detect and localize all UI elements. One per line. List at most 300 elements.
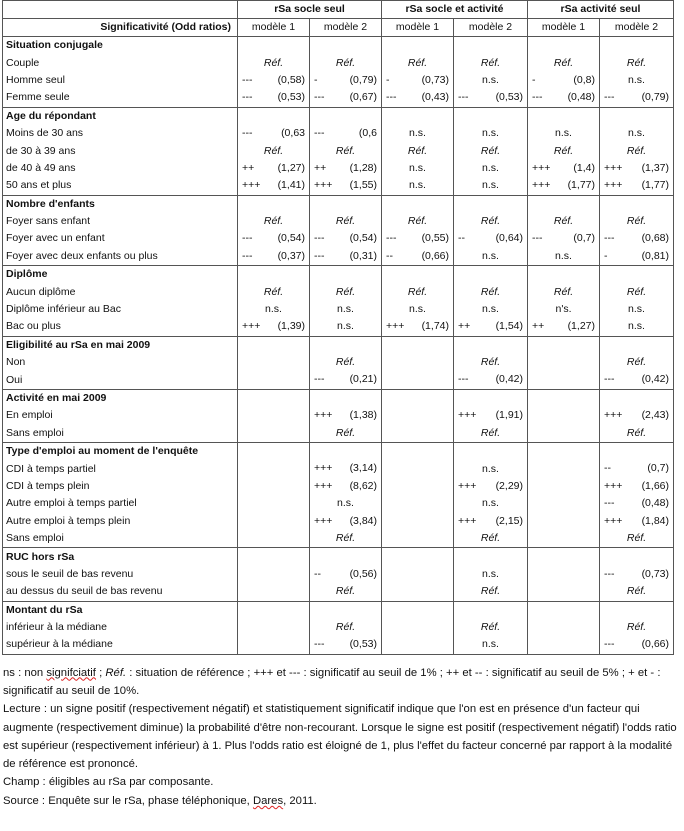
significance-sign: ++ — [314, 161, 327, 174]
row-label: Non — [3, 354, 238, 371]
odds-ratio-value: (0,53) — [495, 91, 523, 104]
value-cell — [454, 460, 528, 477]
odds-ratio-value: (0,48) — [567, 91, 595, 104]
significance-sign: --- — [314, 126, 325, 139]
value-cell — [528, 160, 600, 177]
reference-marker: Réf. — [626, 356, 647, 369]
value-cell — [238, 513, 310, 530]
model-header: modèle 2 — [454, 19, 528, 37]
reference-marker: Réf. — [480, 144, 501, 157]
value-cell — [310, 301, 382, 318]
section-title: Montant du rSa — [3, 601, 238, 619]
value-cell — [454, 566, 528, 583]
reference-marker: Réf. — [626, 144, 647, 157]
reference-marker: Réf. — [335, 285, 356, 298]
significance-sign: --- — [242, 91, 253, 104]
value-cell — [454, 125, 528, 142]
value-cell — [600, 478, 674, 495]
value-cell — [382, 354, 454, 371]
lecture-note: Lecture : un signe positif (respectivement négatif) et statistiquement significatif indique que l'on est en présence d'un facteur qui augmente (respectivement diminue) la probabilité d'être non-recourant. Lorsque le signe est positif (respectivement négatif) l'odds ratio est supérieur (respectivement inférieur) à 1. Plus l'odds ratio est éloigné de 1, plus l'effet du facteur concerné par rapport à la modalité de référence est prononcé. — [3, 703, 677, 771]
significance-sign: --- — [604, 373, 615, 386]
value-cell — [454, 425, 528, 443]
significance-sign: -- — [458, 232, 465, 245]
significance-sign: ++ — [532, 320, 545, 333]
value-cell — [310, 407, 382, 424]
value-cell — [528, 248, 600, 266]
value-cell — [528, 230, 600, 247]
value-cell — [454, 283, 528, 300]
empty-cell — [600, 601, 674, 619]
section-title: Situation conjugale — [3, 37, 238, 55]
odds-ratio-value: (2,43) — [641, 409, 669, 422]
odds-ratio-value: (0,53) — [349, 638, 377, 651]
value-cell — [310, 460, 382, 477]
significance-sign: +++ — [604, 514, 623, 527]
model-header: modèle 1 — [238, 19, 310, 37]
value-cell — [528, 318, 600, 336]
value-cell — [528, 72, 600, 89]
section-title: Age du répondant — [3, 107, 238, 125]
empty-cell — [382, 548, 454, 566]
odds-ratio-value: (1,54) — [495, 320, 523, 333]
value-cell — [238, 230, 310, 247]
legend-ref-word: Réf. — [105, 666, 127, 679]
odds-ratio-value: (0,7) — [647, 462, 669, 475]
significance-sign: - — [314, 73, 318, 86]
ns-marker: n.s. — [482, 462, 499, 475]
value-cell — [310, 230, 382, 247]
source-note — [3, 792, 678, 810]
source-suffix: , 2011. — [283, 794, 317, 807]
significance-sign: -- — [314, 567, 321, 580]
model-header: modèle 1 — [382, 19, 454, 37]
value-cell — [454, 478, 528, 495]
value-cell — [528, 566, 600, 583]
value-cell — [528, 177, 600, 195]
value-cell — [382, 283, 454, 300]
value-cell — [454, 636, 528, 654]
reference-marker: Réf. — [263, 215, 284, 228]
row-label: Sans emploi — [3, 530, 238, 548]
legend-ns-word: signifciatif — [46, 666, 96, 679]
table-row — [3, 160, 674, 177]
odds-ratio-value: (1,77) — [641, 179, 669, 192]
empty-cell — [600, 107, 674, 125]
empty-cell — [238, 389, 310, 407]
value-cell — [454, 407, 528, 424]
value-cell — [454, 213, 528, 230]
ns-marker: n.s. — [337, 320, 354, 333]
ns-marker: n.s. — [409, 179, 426, 192]
reference-marker: Réf. — [626, 215, 647, 228]
value-cell — [382, 142, 454, 159]
row-label: Couple — [3, 54, 238, 71]
value-cell — [528, 530, 600, 548]
value-cell — [528, 407, 600, 424]
value-cell — [528, 619, 600, 636]
value-cell — [600, 177, 674, 195]
reference-marker: Réf. — [480, 56, 501, 69]
empty-cell — [382, 336, 454, 354]
reference-marker: Réf. — [553, 56, 574, 69]
significance-sign: ++ — [458, 320, 471, 333]
value-cell — [382, 425, 454, 443]
ns-marker: n.s. — [265, 303, 282, 316]
value-cell — [382, 72, 454, 89]
odds-ratio-value: (0,6 — [358, 126, 377, 139]
row-label: Foyer sans enfant — [3, 213, 238, 230]
group-header-socle-seul: rSa socle seul — [238, 1, 382, 19]
significance-sign: --- — [314, 91, 325, 104]
significance-sign: --- — [242, 232, 253, 245]
empty-cell — [238, 266, 310, 284]
section-title: RUC hors rSa — [3, 548, 238, 566]
significance-sign: --- — [604, 497, 615, 510]
reference-marker: Réf. — [626, 426, 647, 439]
value-cell — [600, 213, 674, 230]
significance-sign: +++ — [604, 161, 623, 174]
empty-cell — [600, 336, 674, 354]
significance-sign: --- — [532, 232, 543, 245]
value-cell — [454, 230, 528, 247]
significance-sign: --- — [386, 232, 397, 245]
odds-ratio-value: (2,15) — [495, 514, 523, 527]
table-row — [3, 460, 674, 477]
odds-ratio-value: (0,67) — [349, 91, 377, 104]
table-row — [3, 513, 674, 530]
reference-marker: Réf. — [407, 56, 428, 69]
value-cell — [600, 318, 674, 336]
row-label: supérieur à la médiane — [3, 636, 238, 654]
odds-ratio-value: (0,54) — [349, 232, 377, 245]
value-cell — [454, 142, 528, 159]
odds-ratio-value: (1,74) — [421, 320, 449, 333]
odds-ratio-value: (0,31) — [349, 249, 377, 262]
reference-marker: Réf. — [626, 532, 647, 545]
value-cell — [382, 460, 454, 477]
empty-cell — [600, 442, 674, 460]
odds-ratio-value: (1,37) — [641, 161, 669, 174]
odds-ratio-value: (1,91) — [495, 409, 523, 422]
reference-marker: Réf. — [480, 426, 501, 439]
odds-ratio-value: (0,66) — [421, 249, 449, 262]
value-cell — [310, 354, 382, 371]
value-cell — [528, 142, 600, 159]
odds-ratio-value: (3,14) — [349, 462, 377, 475]
value-cell — [528, 460, 600, 477]
row-label: de 40 à 49 ans — [3, 160, 238, 177]
value-cell — [454, 72, 528, 89]
reference-marker: Réf. — [553, 144, 574, 157]
ns-marker: n.s. — [337, 303, 354, 316]
ns-marker: n.s. — [482, 303, 499, 316]
value-cell — [310, 177, 382, 195]
row-label: Autre emploi à temps partiel — [3, 495, 238, 512]
odds-ratio-value: (0,8) — [573, 73, 595, 86]
significance-sign: --- — [458, 91, 469, 104]
reference-marker: Réf. — [480, 621, 501, 634]
empty-cell — [310, 195, 382, 213]
significance-sign: +++ — [604, 179, 623, 192]
value-cell — [600, 530, 674, 548]
value-cell — [382, 495, 454, 512]
ns-marker: n.s. — [555, 127, 572, 140]
reference-marker: Réf. — [626, 621, 647, 634]
odds-ratio-value: (0,42) — [495, 373, 523, 386]
odds-ratio-value: (1,41) — [277, 179, 305, 192]
odds-ratio-value: (0,55) — [421, 232, 449, 245]
value-cell — [310, 371, 382, 389]
value-cell — [238, 301, 310, 318]
ns-marker: n.s. — [555, 249, 572, 262]
reference-marker: Réf. — [480, 532, 501, 545]
value-cell — [600, 619, 674, 636]
value-cell — [600, 495, 674, 512]
ns-marker: n.s. — [482, 638, 499, 651]
empty-cell — [238, 37, 310, 55]
legend-note — [3, 664, 678, 701]
odds-ratio-value: (0,63 — [281, 126, 305, 139]
empty-cell — [528, 389, 600, 407]
section-title: Diplôme — [3, 266, 238, 284]
row-label: Femme seule — [3, 89, 238, 107]
odds-ratio-value: (1,55) — [349, 179, 377, 192]
value-cell — [454, 513, 528, 530]
section-header-row — [3, 442, 674, 460]
row-label: Foyer avec un enfant — [3, 230, 238, 247]
value-cell — [454, 89, 528, 107]
value-cell — [238, 460, 310, 477]
empty-cell — [310, 37, 382, 55]
empty-cell — [528, 37, 600, 55]
empty-cell — [238, 336, 310, 354]
significance-sign: --- — [242, 126, 253, 139]
odds-ratio-value: (1,77) — [567, 179, 595, 192]
value-cell — [238, 177, 310, 195]
value-cell — [238, 160, 310, 177]
header-groups-row — [3, 1, 674, 19]
reference-marker: Réf. — [626, 585, 647, 598]
table-row — [3, 354, 674, 371]
significance-sign: --- — [242, 249, 253, 262]
value-cell — [238, 636, 310, 654]
value-cell — [528, 425, 600, 443]
significance-sign: --- — [604, 567, 615, 580]
empty-cell — [528, 107, 600, 125]
empty-cell — [382, 389, 454, 407]
reference-marker: Réf. — [263, 56, 284, 69]
value-cell — [528, 213, 600, 230]
empty-cell — [528, 601, 600, 619]
odds-ratio-value: (0,21) — [349, 373, 377, 386]
value-cell — [238, 54, 310, 71]
row-label: Autre emploi à temps plein — [3, 513, 238, 530]
header-empty-cell — [3, 1, 238, 19]
value-cell — [528, 301, 600, 318]
value-cell — [382, 177, 454, 195]
odds-ratio-value: (0,37) — [277, 249, 305, 262]
significance-sign: +++ — [532, 179, 551, 192]
value-cell — [238, 407, 310, 424]
significance-sign: +++ — [242, 179, 261, 192]
reference-marker: Réf. — [335, 356, 356, 369]
value-cell — [382, 566, 454, 583]
empty-cell — [238, 195, 310, 213]
table-row — [3, 318, 674, 336]
section-header-row — [3, 37, 674, 55]
reference-marker: Réf. — [263, 285, 284, 298]
value-cell — [238, 371, 310, 389]
significance-sign: --- — [604, 91, 615, 104]
section-header-row — [3, 548, 674, 566]
row-label: Oui — [3, 371, 238, 389]
table-row — [3, 619, 674, 636]
value-cell — [382, 160, 454, 177]
significance-sign: --- — [532, 91, 543, 104]
empty-cell — [600, 548, 674, 566]
section-title: Eligibilité au rSa en mai 2009 — [3, 336, 238, 354]
value-cell — [310, 583, 382, 601]
section-title: Activité en mai 2009 — [3, 389, 238, 407]
significance-sign: --- — [242, 73, 253, 86]
empty-cell — [454, 107, 528, 125]
value-cell — [382, 248, 454, 266]
value-cell — [310, 142, 382, 159]
value-cell — [600, 89, 674, 107]
table-row — [3, 566, 674, 583]
value-cell — [310, 125, 382, 142]
empty-cell — [454, 195, 528, 213]
reference-marker: Réf. — [480, 356, 501, 369]
value-cell — [600, 583, 674, 601]
ns-marker: n.s. — [409, 127, 426, 140]
value-cell — [528, 354, 600, 371]
value-cell — [310, 478, 382, 495]
ns-marker: n.s. — [482, 73, 499, 86]
row-label: inférieur à la médiane — [3, 619, 238, 636]
empty-cell — [600, 266, 674, 284]
value-cell — [310, 318, 382, 336]
value-cell — [310, 213, 382, 230]
ns-marker: n's. — [555, 303, 572, 316]
value-cell — [238, 495, 310, 512]
section-header-row — [3, 336, 674, 354]
odds-ratio-value: (1,38) — [349, 409, 377, 422]
value-cell — [600, 407, 674, 424]
row-label: Bac ou plus — [3, 318, 238, 336]
value-cell — [382, 89, 454, 107]
value-cell — [238, 142, 310, 159]
value-cell — [454, 619, 528, 636]
reference-marker: Réf. — [480, 585, 501, 598]
section-header-row — [3, 601, 674, 619]
odds-ratio-value: (0,43) — [421, 91, 449, 104]
value-cell — [238, 425, 310, 443]
odds-ratio-value: (0,73) — [641, 567, 669, 580]
value-cell — [600, 425, 674, 443]
odds-ratio-value: (0,81) — [641, 249, 669, 262]
reference-marker: Réf. — [407, 285, 428, 298]
section-title: Nombre d'enfants — [3, 195, 238, 213]
significance-sign: --- — [314, 373, 325, 386]
table-row — [3, 230, 674, 247]
value-cell — [454, 318, 528, 336]
reference-marker: Réf. — [335, 144, 356, 157]
value-cell — [600, 636, 674, 654]
value-cell — [310, 248, 382, 266]
significance-sign: --- — [314, 249, 325, 262]
odds-ratio-value: (0,56) — [349, 567, 377, 580]
significance-sign: --- — [314, 232, 325, 245]
value-cell — [454, 54, 528, 71]
value-cell — [382, 301, 454, 318]
ns-marker: n.s. — [409, 303, 426, 316]
significance-sign: +++ — [604, 479, 623, 492]
reference-marker: Réf. — [335, 621, 356, 634]
value-cell — [238, 248, 310, 266]
table-row — [3, 283, 674, 300]
table-row — [3, 407, 674, 424]
value-cell — [238, 89, 310, 107]
value-cell — [238, 478, 310, 495]
value-cell — [600, 283, 674, 300]
value-cell — [238, 72, 310, 89]
significance-sign: +++ — [458, 514, 477, 527]
significance-sign: +++ — [314, 462, 333, 475]
empty-cell — [600, 37, 674, 55]
odds-ratio-value: (3,84) — [349, 514, 377, 527]
significance-sign: --- — [604, 638, 615, 651]
empty-cell — [454, 336, 528, 354]
table-row — [3, 177, 674, 195]
odds-ratio-value: (0,64) — [495, 232, 523, 245]
significance-label: Significativité (Odd ratios) — [3, 19, 238, 37]
empty-cell — [454, 548, 528, 566]
value-cell — [454, 495, 528, 512]
empty-cell — [310, 389, 382, 407]
value-cell — [310, 619, 382, 636]
value-cell — [600, 566, 674, 583]
notes — [3, 664, 678, 810]
significance-sign: -- — [604, 462, 611, 475]
significance-sign: - — [386, 73, 390, 86]
value-cell — [238, 283, 310, 300]
significance-sign: +++ — [314, 409, 333, 422]
value-cell — [382, 54, 454, 71]
empty-cell — [382, 442, 454, 460]
value-cell — [600, 160, 674, 177]
odds-ratio-value: (0,79) — [641, 91, 669, 104]
section-header-row — [3, 389, 674, 407]
empty-cell — [382, 601, 454, 619]
legend-rest: : situation de référence ; +++ et --- : significatif au seuil de 1% ; ++ et -- : significatif au seuil de 5% ; + et - : significatif au seuil de 10%. — [3, 666, 661, 697]
table-row — [3, 89, 674, 107]
empty-cell — [600, 389, 674, 407]
value-cell — [310, 530, 382, 548]
empty-cell — [454, 266, 528, 284]
odds-ratio-value: (1,4) — [573, 161, 595, 174]
value-cell — [600, 142, 674, 159]
row-label: CDI à temps partiel — [3, 460, 238, 477]
empty-cell — [310, 107, 382, 125]
group-header-activite-seul: rSa activité seul — [528, 1, 674, 19]
ns-marker: n.s. — [482, 497, 499, 510]
empty-cell — [528, 195, 600, 213]
value-cell — [600, 354, 674, 371]
table-row — [3, 248, 674, 266]
empty-cell — [310, 601, 382, 619]
odds-ratio-value: (0,66) — [641, 638, 669, 651]
